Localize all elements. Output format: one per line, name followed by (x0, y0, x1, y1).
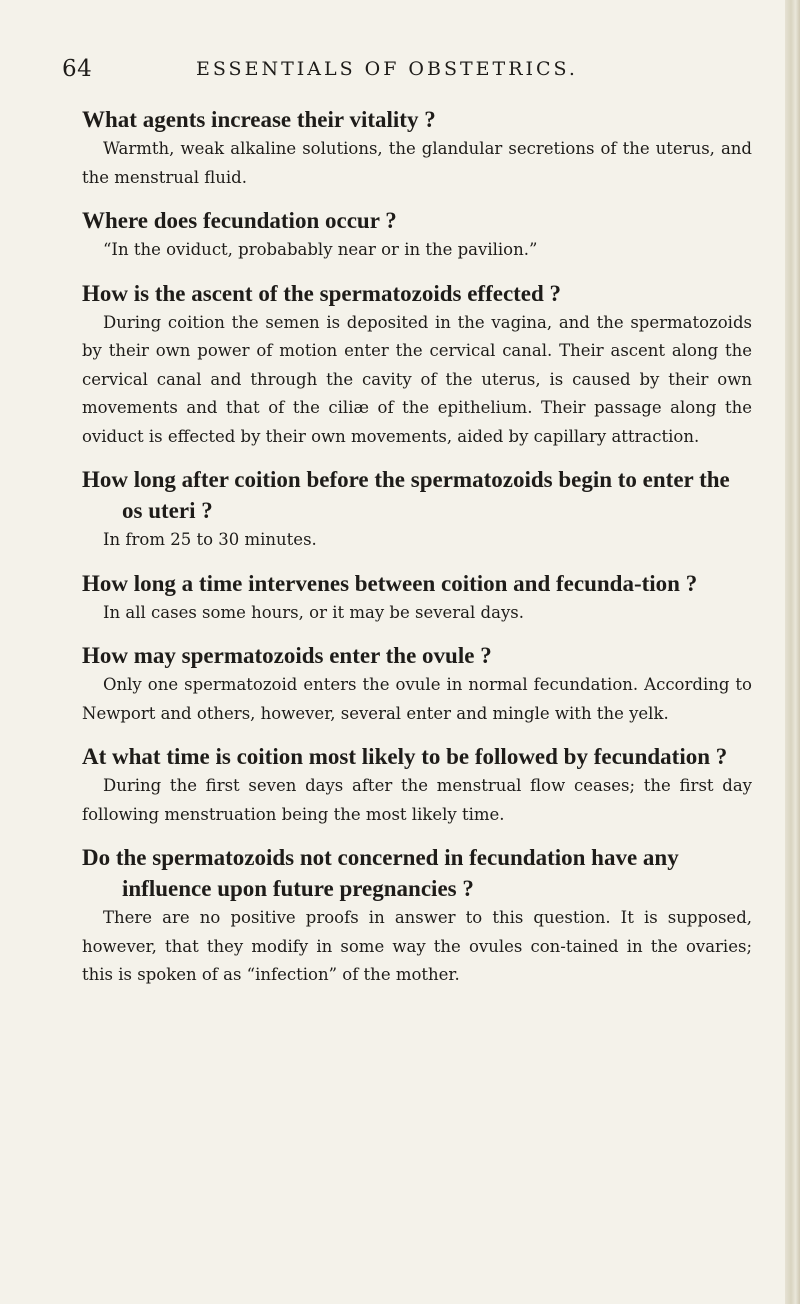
question-heading: Where does fecundation occur ? (82, 208, 397, 233)
question-heading: How long after coition before the spermatozoids begin to enter the os uteri ? (82, 467, 730, 523)
answer-paragraph: Warmth, weak alkaline solutions, the glandular secretions of the uterus, and the menstrual fluid. (82, 139, 752, 187)
question-heading: How may spermatozoids enter the ovule ? (82, 643, 492, 668)
question-heading: How is the ascent of the spermatozoids effected ? (82, 280, 562, 306)
answer-paragraph: “In the oviduct, probabably near or in the pavilion.” (103, 240, 538, 259)
question-heading: At what time is coition most likely to be followed by fecundation ? (82, 744, 728, 769)
answer-paragraph: During the first seven days after the menstrual flow ceases; the first day following menstruation being the most likely time. (82, 776, 752, 824)
answer-paragraph: Only one spermatozoid enters the ovule in normal fecundation. According to Newport and others, however, several enter and mingle with the yelk. (82, 675, 752, 723)
qa-entry (82, 741, 752, 829)
qa-entry (82, 640, 752, 728)
qa-entry (82, 104, 752, 192)
qa-entry (82, 278, 752, 452)
question-heading: What agents increase their vitality ? (82, 107, 436, 132)
answer-paragraph: During coition the semen is deposited in the vagina, and the spermatozoids by their own power of motion enter the cervical canal. Their ascent along the cervical canal and through the cavity of the uterus, is caused by their own movements and that of the ciliæ of the epithelium. Their passage along the oviduct is effected by their own movements, aided by capillary attraction. (82, 312, 752, 446)
qa-entry (82, 568, 752, 628)
question-heading: Do the spermatozoids not concerned in fecundation have any influence upon future pregnancies ? (82, 845, 679, 901)
qa-entry (82, 464, 752, 555)
page-body (82, 104, 752, 1003)
question-heading: How long a time intervenes between coition and fecunda-tion ? (82, 570, 698, 596)
page-number: 64 (62, 56, 93, 82)
running-title: ESSENTIALS OF OBSTETRICS. (196, 58, 578, 80)
answer-paragraph: There are no positive proofs in answer to this question. It is supposed, however, that they modify in some way the ovules con-tained in the ovaries; this is spoken of as “infection” of the mother. (82, 908, 752, 984)
qa-entry (82, 842, 752, 990)
answer-paragraph: In from 25 to 30 minutes. (103, 530, 317, 549)
qa-entry (82, 205, 752, 265)
answer-paragraph: In all cases some hours, or it may be several days. (103, 602, 524, 622)
page-header (62, 56, 752, 96)
page-edge (785, 0, 800, 1304)
